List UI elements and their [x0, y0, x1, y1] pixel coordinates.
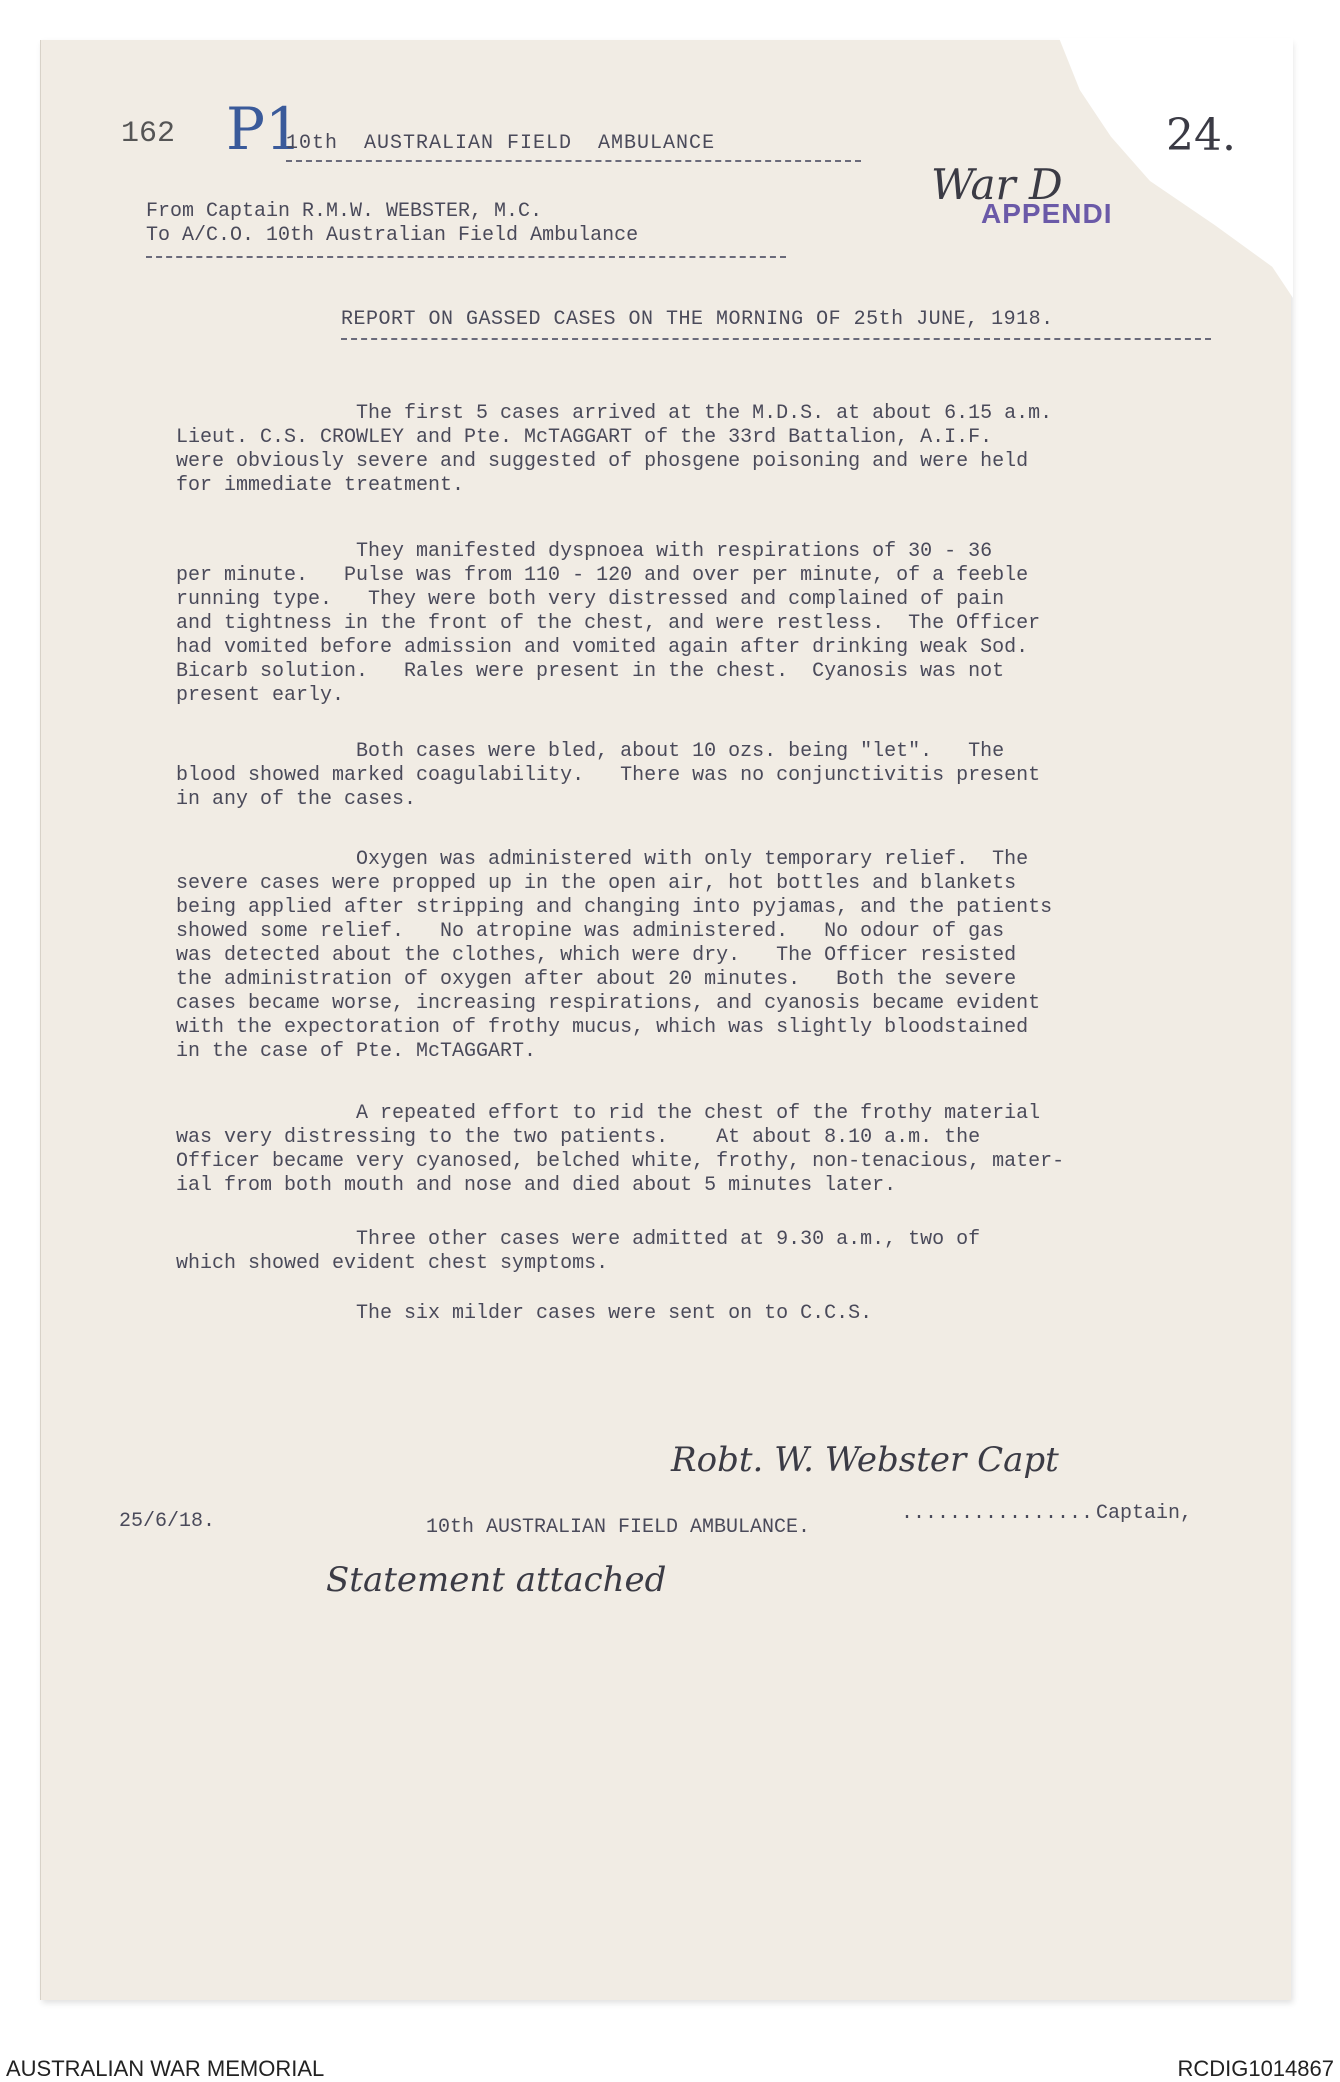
- paragraph-6: Three other cases were admitted at 9.30 a.m., two of which showed evident chest symptoms.: [176, 1228, 981, 1275]
- folio-number: 162: [121, 117, 176, 151]
- page-number: 24.: [1166, 110, 1236, 161]
- routing-underline: [146, 256, 786, 258]
- archive-caption-right: RCDIG1014867: [1177, 2056, 1334, 2081]
- folio-pencil-mark: P1: [226, 95, 302, 163]
- paragraph-4: Oxygen was administered with only temporary relief. The severe cases were propped up in the open air, hot bottles and blankets being applied after stripping and changing into pyjamas, and the patients showed some relief. No atropine was administered. No odour of gas was detected about the clothes, which were dry. The Officer resisted the administration of oxygen after about 20 minutes. Both the severe cases became worse, increasing respirations, and cyanosis became evident with the expectoration of frothy mucus, which was slightly bloodstained in the case of Pte. McTAGGART.: [176, 848, 1053, 1063]
- signature-rank: Captain,: [1096, 1502, 1193, 1525]
- signature-dots: ................: [901, 1502, 1094, 1525]
- heading-underline: [286, 160, 861, 162]
- torn-corner: [1033, 38, 1293, 298]
- paragraph-5: A repeated effort to rid the chest of the frothy material was very distressing to the two patients. At about 8.10 a.m. the Officer became very cyanosed, belched white, frothy, non-tenacious, mater- ial from both mouth and nose and died about 5 minutes later.: [176, 1102, 1065, 1197]
- title-underline: [341, 338, 1211, 340]
- paragraph-3: Both cases were bled, about 10 ozs. being "let". The blood showed marked coagulability. There was no conjunctivitis present in any of the cases.: [176, 740, 1041, 811]
- appendix-stamp: APPENDI: [981, 198, 1113, 229]
- archive-caption-left: AUSTRALIAN WAR MEMORIAL: [6, 2056, 325, 2081]
- war-diary-note: War D: [931, 160, 1063, 209]
- handwritten-signature: Robt. W. Webster Capt: [671, 1440, 1059, 1480]
- document-page: [40, 40, 1291, 2000]
- signature-unit: 10th AUSTRALIAN FIELD AMBULANCE.: [426, 1516, 811, 1539]
- paragraph-2: They manifested dyspnoea with respirations of 30 - 36 per minute. Pulse was from 110 - 120 and over per minute, of a feeble running type. They were both very distressed and complained of pain and tightness in the front of the chest, and were restless. The Officer had vomited before admission and vomited again after drinking weak Sod. Bicarb solution. Rales were present in the chest. Cyanosis was not present early.: [176, 540, 1041, 707]
- paragraph-1: The first 5 cases arrived at the M.D.S. at about 6.15 a.m. Lieut. C.S. CROWLEY and Pte. McTAGGART of the 33rd Battalion, A.I.F. were obviously severe and suggested of phosgene poisoning and were held for immediate treatment.: [176, 402, 1053, 497]
- from-line: From Captain R.M.W. WEBSTER, M.C.: [146, 200, 543, 223]
- paragraph-7: The six milder cases were sent on to C.C.S.: [176, 1302, 873, 1325]
- statement-attached-note: Statement attached: [326, 1560, 667, 1600]
- to-line: To A/C.O. 10th Australian Field Ambulance: [146, 224, 639, 247]
- report-title: REPORT ON GASSED CASES ON THE MORNING OF 25th JUNE, 1918.: [341, 308, 1054, 331]
- report-date: 25/6/18.: [119, 1510, 216, 1533]
- unit-heading: 10th AUSTRALIAN FIELD AMBULANCE: [286, 132, 716, 155]
